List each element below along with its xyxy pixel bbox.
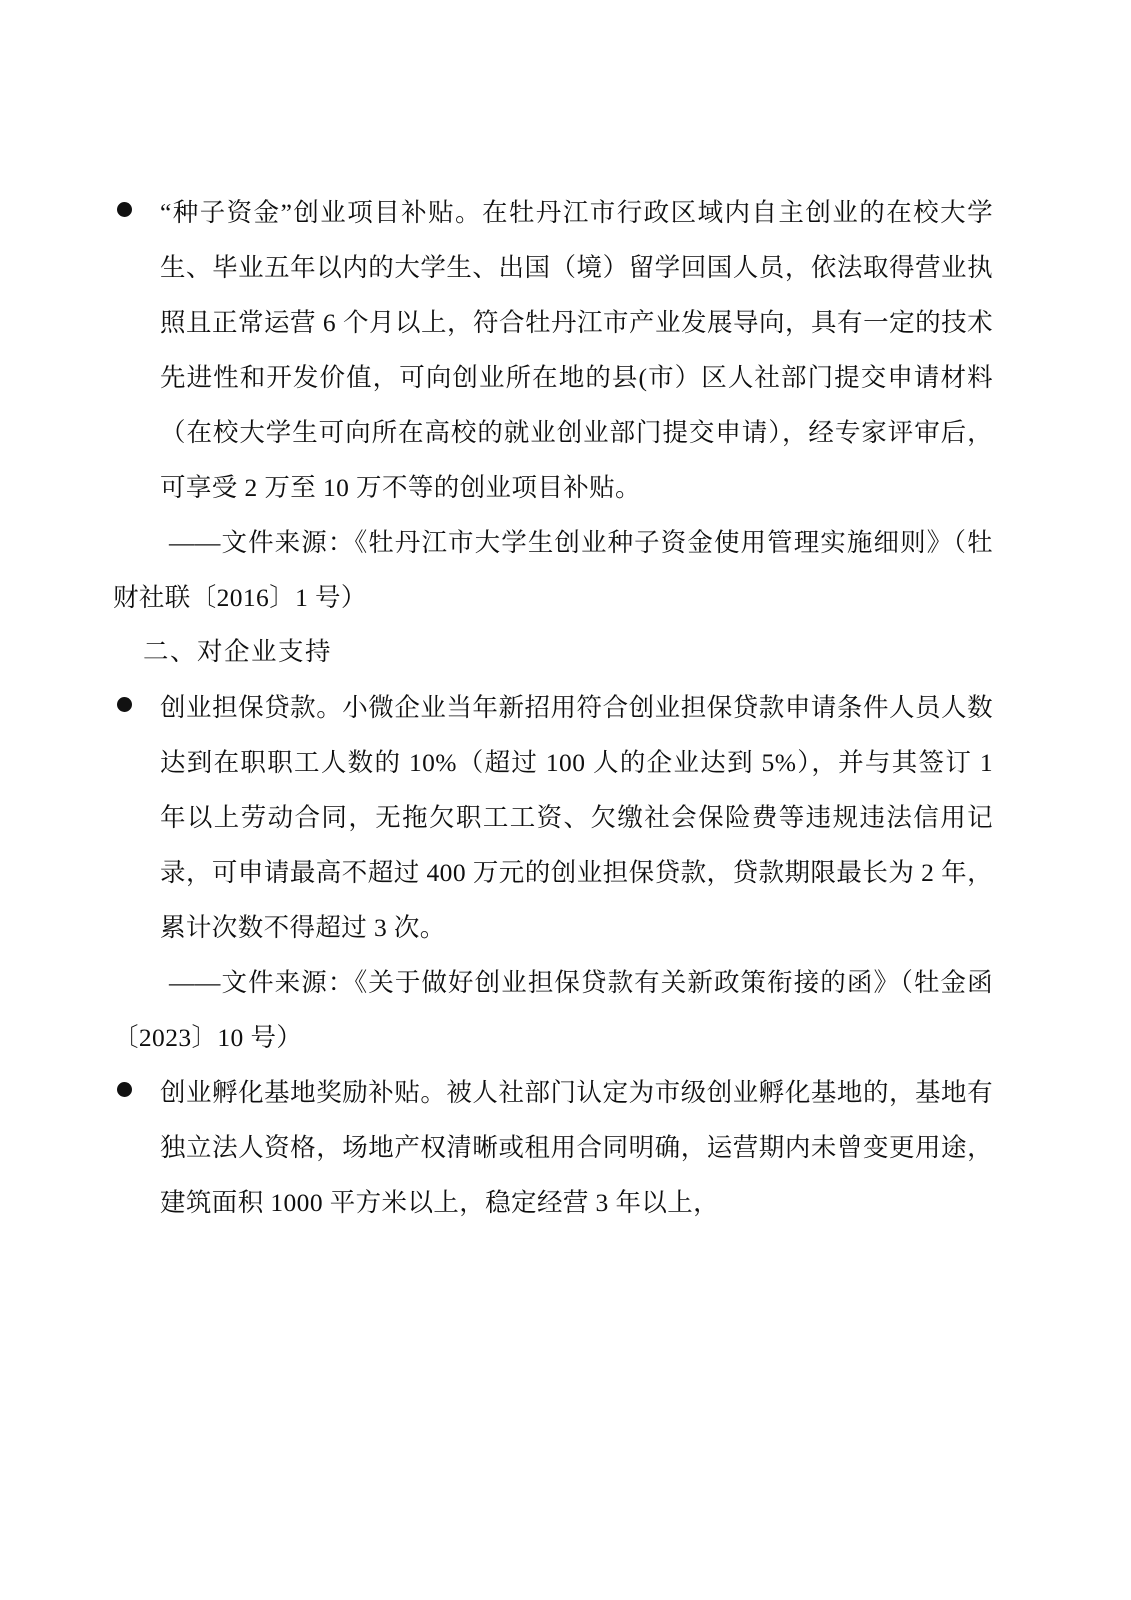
section-heading-enterprise-support: 二、对企业支持 (143, 638, 333, 666)
guarantee-loan-paragraph (113, 680, 993, 955)
incubation-base-paragraph (113, 1065, 993, 1230)
seed-fund-source-line: ——文件来源：《牡丹江市大学生创业种子资金使用管理实施细则》（牡财社联〔2016〕1 号） (113, 528, 993, 612)
bullet-dot-icon (117, 1082, 132, 1097)
guarantee-loan-source-line: ——文件来源：《关于做好创业担保贷款有关新政策衔接的函》（牡金函〔2023〕10 号） (113, 968, 993, 1052)
bullet-dot-icon (117, 697, 132, 712)
bullet-dot-icon (117, 202, 132, 217)
document-body (113, 185, 993, 1230)
incubation-base-text: 创业孵化基地奖励补贴。被人社部门认定为市级创业孵化基地的，基地有独立法人资格，场地产权清晰或租用合同明确，运营期内未曾变更用途，建筑面积 1000 平方米以上，稳定经营 3 年以上， (160, 1078, 993, 1217)
guarantee-loan-text: 创业担保贷款。小微企业当年新招用符合创业担保贷款申请条件人员人数达到在职职工人数的 10%（超过 100 人的企业达到 5%），并与其签订 1 年以上劳动合同，无拖欠职工工资、欠缴社会保险费等违规违法信用记录，可申请最高不超过 400 万元的创业担保贷款，贷款期限最长为 2 年，累计次数不得超过 3 次。 (160, 693, 993, 942)
seed-fund-subsidy-text: “种子资金”创业项目补贴。在牡丹江市行政区域内自主创业的在校大学生、毕业五年以内的大学生、出国（境）留学回国人员，依法取得营业执照且正常运营 6 个月以上，符合牡丹江市产业发展导向，具有一定的技术先进性和开发价值，可向创业所在地的县(市）区人社部门提交申请材料（在校大学生可向所在高校的就业创业部门提交申请），经专家评审后，可享受 2 万至 10 万不等的创业项目补贴。 (160, 198, 993, 502)
seed-fund-subsidy-paragraph (113, 185, 993, 515)
